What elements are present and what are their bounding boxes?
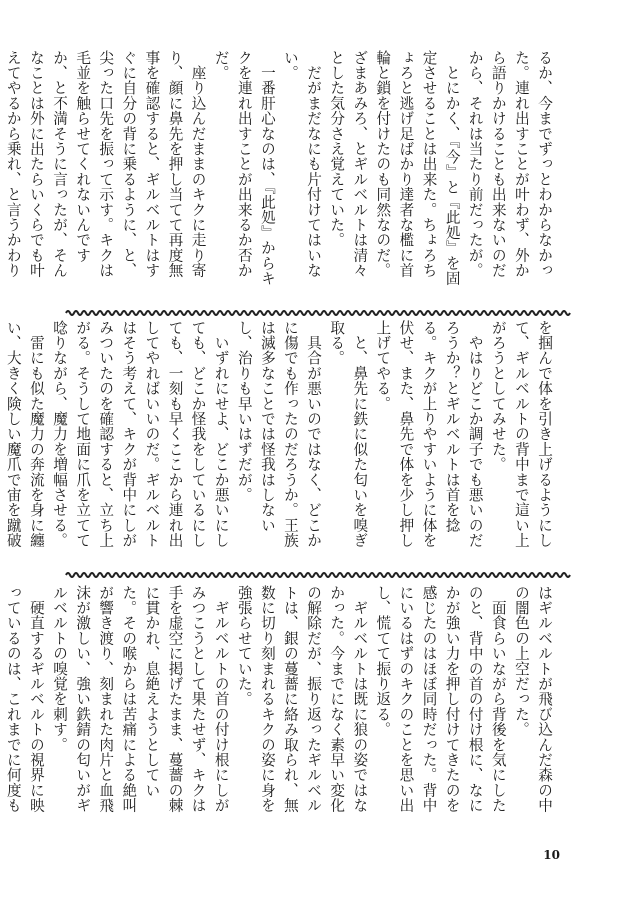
paragraph: 具合が悪いのではなく、どこかに傷でも作ったのだろうか。王族は滅多なことでは怪我はしないし、治りも早いはずだが。	[235, 320, 323, 548]
paragraph: 雷にも似た魔力の奔流を身に纏い、大きく険しい魔爪で宙を蹴破	[4, 320, 45, 548]
paragraph: るか、今までずっとわからなかった。連れ出すことが叶わず、外から語りかけることも出来ないのだから、それは当たり前だったが。	[466, 50, 553, 278]
page-number: 10	[543, 848, 560, 862]
paragraph: 座り込んだままのキクに走り寄り、顔に鼻先を押し当てて再度無事を確認すると、ギルベルトはすぐに自分の背に乗るように、と、尖った口先を振って示す。キクは毛並を触らせてくれないんですか、と不満そうに言ったが、そんなことは外に出たらいくらでも叶えてやるから乗れ、と言うかわり	[4, 50, 207, 278]
paragraph: いずれにせよ、どこか悪いにしても、どこか怪我をしているにしても、一刻も早くここから連れ出してやればいいのだ。ギルベルトはそう考えて、キクが背中にしがみついたのを確認すると、立ち上がる。そうして地面に爪を立てて唸りながら、魔力を増幅させる。	[51, 320, 230, 548]
paragraph: 硬直するギルベルトの視界に映っているのは、これまでに何度も	[4, 585, 45, 813]
paragraph: ギルベルトは既に狼の姿ではなかった。今までになく素早い変化の解除だが、振り返ったギルベルトは、銀の蔓薔に絡み取られ、無数に切り刻まれるキクの姿に身を強張らせていた。	[235, 585, 369, 813]
paragraph: はギルベルトが飛び込んだ森の中の闇色の上空だった。	[512, 585, 553, 813]
wavy-line-icon	[66, 308, 564, 318]
text-section-2	[4, 320, 556, 552]
text-section-3	[4, 585, 556, 823]
paragraph: ギルベルトの首の付け根にしがみつこうとして果たせず、キクは手を虚空に掲げたまま、蔓薔の棘に貫かれ、息絶えようとしていた。その喉からは苦痛による絶叫が響き渡り、刻まれた肉片と血飛沫が激しい、強い鉄錆の匂いがギルベルトの嗅覚を刺す。	[51, 585, 230, 813]
paragraph: だがまだなにも片付けてはいない。	[281, 50, 323, 278]
paragraph: を掴んで体を引き上げるようにして、ギルベルトの背中まで這い上がろうとしてみせた。	[489, 320, 553, 548]
paragraph: 面食らいながら背後を気にしたのと、背中の首の付け根に、なにかが強い力を押し付けてきたのを感じたのはほぼ同時だった。背中にいるはずのキクのことを思い出し、慌てて振り返る。	[374, 585, 507, 813]
paragraph: とにかく、『今』と『此処』を固定させることは出来た。ちょろちょろと逃げ足ばかり達者な檻に首輪と鎖を付けたのも同然なのだ。ざまあみろ、とギルベルトは清々とした気分さえ覚えていた。	[328, 50, 461, 286]
paragraph: やはりどこか調子でも悪いのだろうか？とギルベルトは首を捻る。キクが上りやすいように体を伏せ、また、鼻先で体を少し押し上げてやる。	[374, 320, 484, 548]
wavy-divider	[66, 570, 564, 580]
paragraph: と、鼻先に鉄に似た匂いを嗅ぎ取る。	[328, 320, 369, 548]
wavy-divider	[66, 308, 564, 318]
paragraph: 一番肝心なのは、『此処』からキクを連れ出すことが出来るか否かだ。	[212, 50, 276, 286]
text-section-1	[4, 50, 556, 288]
wavy-line-icon	[66, 570, 564, 580]
